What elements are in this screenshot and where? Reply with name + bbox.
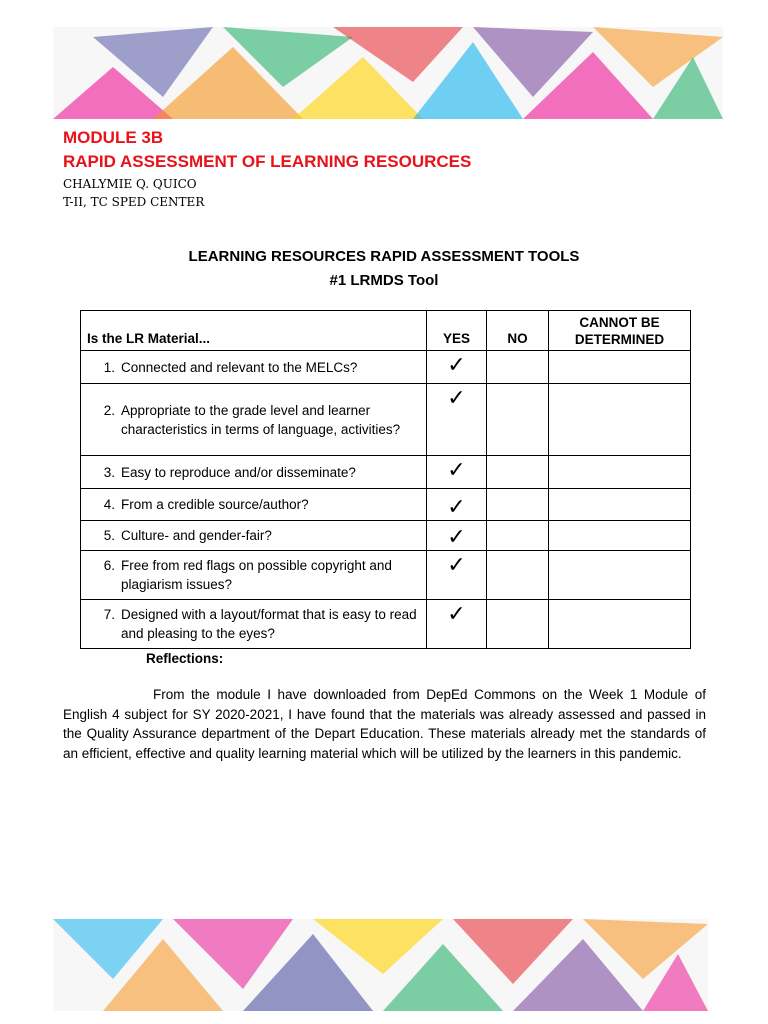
row-number: 4. [103, 497, 115, 512]
row-number: 2. [103, 402, 115, 418]
module-title: RAPID ASSESSMENT OF LEARNING RESOURCES [63, 152, 472, 171]
table-row [81, 489, 691, 521]
row-number: 3. [103, 464, 115, 480]
no-cell [487, 384, 549, 456]
no-cell [487, 600, 549, 649]
header-question: Is the LR Material... [81, 311, 427, 351]
cannot-be-determined-cell [549, 384, 691, 456]
header-no: NO [487, 311, 549, 351]
cannot-be-determined-cell [549, 521, 691, 551]
table-row [81, 384, 691, 456]
yes-check-mark: ✓ [427, 551, 487, 600]
header-cannot-line2: DETERMINED [574, 331, 665, 347]
table-header-row [81, 311, 691, 351]
table-row [81, 600, 691, 649]
cannot-be-determined-cell [549, 551, 691, 600]
yes-check-mark: ✓ [427, 456, 487, 489]
reflections-body: From the module I have downloaded from DepEd Commons on the Week 1 Module of English 4 subject for SY 2020-2021, I have found that the materials was already assessed and passed in the Quality Assurance department of the Depart Education. These materials already met the standards of an efficient, effective and quality learning material which will be utilized by the learners in this pandemic. [63, 687, 706, 761]
table-row [81, 551, 691, 600]
row-question: Connected and relevant to the MELCs? [121, 359, 358, 375]
reflections-text-block [63, 685, 706, 763]
assessment-table [80, 310, 691, 649]
row-question: From a credible source/author? [121, 497, 309, 512]
row-question: Designed with a layout/format that is easy to read and pleasing to the eyes? [121, 607, 417, 641]
row-number: 6. [103, 558, 115, 573]
decorative-banner-bottom [53, 919, 708, 1011]
table-row [81, 521, 691, 551]
yes-check-mark: ✓ [427, 600, 487, 649]
header-cannot-be-determined [549, 311, 691, 351]
row-question: Easy to reproduce and/or disseminate? [121, 464, 356, 480]
cannot-be-determined-cell [549, 456, 691, 489]
row-number: 7. [103, 607, 115, 622]
cannot-be-determined-cell [549, 489, 691, 521]
cannot-be-determined-cell [549, 600, 691, 649]
header-cannot-line1: CANNOT BE [579, 314, 660, 330]
yes-check-mark: ✓ [427, 521, 487, 551]
no-cell [487, 351, 549, 384]
no-cell [487, 551, 549, 600]
no-cell [487, 456, 549, 489]
row-number: 5. [103, 528, 115, 543]
row-question: Free from red flags on possible copyright and plagiarism issues? [121, 558, 392, 592]
no-cell [487, 489, 549, 521]
yes-check-mark: ✓ [427, 489, 487, 521]
reflections-label: Reflections: [146, 651, 224, 666]
row-question: Culture- and gender-fair? [121, 528, 272, 543]
header-yes: YES [427, 311, 487, 351]
decorative-banner-top [53, 27, 723, 119]
row-question: Appropriate to the grade level and learner characteristics in terms of language, activities? [121, 402, 401, 437]
document-subtitle: #1 LRMDS Tool [329, 272, 439, 289]
yes-check-mark: ✓ [427, 384, 487, 456]
yes-check-mark: ✓ [427, 351, 487, 384]
module-code: MODULE 3B [63, 128, 164, 147]
author-name: CHALYMIE Q. QUICO [63, 177, 197, 191]
document-title: LEARNING RESOURCES RAPID ASSESSMENT TOOLS [188, 248, 580, 265]
no-cell [487, 521, 549, 551]
table-row [81, 351, 691, 384]
author-affiliation: T-II, TC SPED CENTER [63, 195, 205, 209]
row-number: 1. [103, 359, 115, 375]
cannot-be-determined-cell [549, 351, 691, 384]
table-row [81, 456, 691, 489]
